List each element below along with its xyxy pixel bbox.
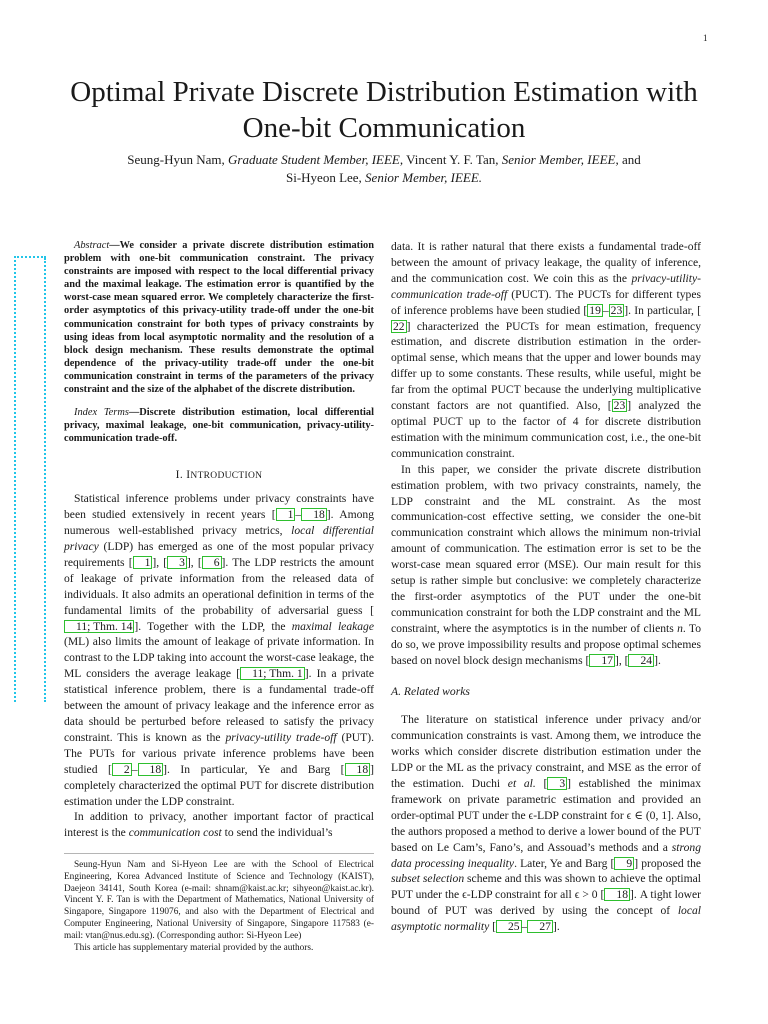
page-number: 1 xyxy=(703,33,708,43)
citation-link[interactable]: 3 xyxy=(547,777,567,790)
paper-title: Optimal Private Discrete Distribution Estimation with One-bit Communication xyxy=(70,76,698,144)
author-name: Seung-Hyun Nam, xyxy=(127,152,225,167)
citation-link[interactable]: 18 xyxy=(345,763,371,776)
author-role: Graduate Student Member, IEEE, xyxy=(228,152,404,167)
citation-link[interactable]: 1 xyxy=(133,556,153,569)
intro-paragraph-1: Statistical inference problems under privacy constraints have been studied extensively in recent years [ 1 – 18 ]. Among numerous well-established privacy metrics, local differential privacy (LDP) has emerged as one of the most popular privacy requirements [ 1 ], [ 3 ], [ 6 ]. The LDP restricts the amount of leakage of private information from the released data of individuals. It also admits an operational definition in terms of the fundamental limits of the probability of adversarial guess [11; Thm. 14 ]. Together with the LDP, the maximal leakage (ML) also limits the amount of leakage of private information. In contrast to the LDP taking into account the worst-case leakage, the ML considers the average leakage [ 11; Thm. 1 ]. In a private statistical inference problem, there is a fundamental trade-off between the amount of privacy leakage and the inference error as data should be perturbed before released to satisfy the privacy constraint. This is known as the privacy-utility trade-off (PUT). The PUTs for various private inference problems have been studied [ 2 – 18 ]. In particular, Ye and Barg [ 18 ] completely characterized the optimal PUT for discrete distribution estimation under the LDP constraint. xyxy=(64,492,375,808)
citation-link[interactable]: 6 xyxy=(202,556,222,569)
footnote xyxy=(64,853,374,954)
author-conjunction: and xyxy=(621,152,641,167)
author-name: Si-Hyeon Lee, xyxy=(285,170,362,185)
citation-link[interactable]: 23 xyxy=(613,399,626,413)
citation-link[interactable]: 27 xyxy=(527,920,553,933)
author-name: Vincent Y. F. Tan, xyxy=(406,152,499,167)
intro-paragraph-3: data. It is rather natural that there exists a fundamental trade-off between the amount of privacy leakage, the quality of inference, and the communication cost. We coin this as the privacy-utility-communication trade-off (PUCT). The PUCTs for different types of inference problems have been studied [ 19 – 23 ]. In particular, [22 ] characterized the PUCTs for mean estimation, frequency estimation, and discrete distribution estimation in the order-optimal sense, which means that the upper and lower bounds may differ up to some constants. These results, while useful, might be far from the optimal PUCT because the underlying multiplicative constant factors are not quantified. Also, [ 23 ] analyzed the optimal PUCT up to the factor of 4 for discrete distribution estimation with the minimum communication cost, i.e., the one-bit communication constraint. xyxy=(391,240,702,460)
index-terms-text: —Discrete distribution estimation, local differential privacy, maximal leakage, one-bit communication, privacy-utility-communication trade-off. xyxy=(64,407,374,445)
citation-link[interactable]: 11; Thm. 14 xyxy=(64,620,134,633)
supplementary-note: This article has supplementary material provided by the authors. xyxy=(74,942,314,953)
right-column xyxy=(391,239,701,935)
citation-link[interactable]: 23 xyxy=(610,303,623,317)
citation-link[interactable]: 2 xyxy=(112,763,132,776)
citation-link[interactable]: 1 xyxy=(276,508,296,521)
related-works-paragraph: The literature on statistical inference under privacy and/or communication constraints is vast. Among them, we introduce the works which consider discrete distribution estimation under the LDP or the ML as the privacy constraint, and MSE as the error of the estimation. Duchi et al. [ 3 ] established the minimax framework on private parametric estimation and provided an order-optimal PUT under the ϵ-LDP constraint for ϵ ∈ (0, 1]. Also, the authors proposed a method to derive a lower bound of the PUT based on Le Cam’s, Fano’s, and Assouad’s methods and a strong data processing inequality. Later, Ye and Barg [ 9 ] proposed the subset selection scheme and this was shown to achieve the optimal PUT under the ϵ-LDP constraint for all ϵ > 0 [ 18 ]. A tight lower bound of PUT was derived by using the concept of local asymptotic normality [ 25 – 27 ]. xyxy=(391,713,702,934)
abstract xyxy=(64,239,374,396)
intro-paragraph-4: In this paper, we consider the private discrete distribution estimation problem, with two privacy constraints, namely, the LDP constraint and the ML constraint. As the most communication-cost effective setting, we consider the one-bit communication constraint which allows the minimum non-trivial amount of communication. The estimation error is set to be the worst-case mean squared error (MSE). Our main result for this setup is rather simple but conclusive: we completely characterize the first-order asymptotics of the PUT under the one-bit communication constraint for both the LDP constraint and the ML constraint, where the asymptotics is in the number of clients n. To do so, we prove impossibility results and propose optimal schemes based on novel block design mechanisms [ 17 ], [ 24 ]. xyxy=(391,462,701,667)
citation-link[interactable]: 25 xyxy=(496,920,522,933)
citation-link[interactable]: 24 xyxy=(628,654,654,667)
citation-link[interactable]: 18 xyxy=(138,763,164,776)
abstract-label: Abstract xyxy=(74,240,110,251)
intro-paragraph-2: In addition to privacy, another important factor of practical interest is the communication cost to send the individual’s xyxy=(64,810,374,840)
citation-link[interactable]: 3 xyxy=(167,556,187,569)
author-list xyxy=(40,151,728,187)
author-role: Senior Member, IEEE. xyxy=(365,170,483,185)
author-role: Senior Member, IEEE, xyxy=(501,152,619,167)
margin-selection-marker xyxy=(14,256,46,702)
citation-link[interactable]: 18 xyxy=(604,888,630,901)
section-heading-introduction: I. INTRODUCTION xyxy=(175,468,263,482)
affiliation-footnote: Seung-Hyun Nam and Si-Hyeon Lee are with the School of Electrical Engineering, Korea Advanced Institute of Science and Technology (KAIST), Daejeon 34141, South Korea (e-mail: shnam@kaist.ac.kr; sihyeon@kaist.ac.kr). Vincent Y. F. Tan is with the Department of Mathematics, National University of Singapore, Singapore 119076, and also with the Department of Electrical and Computer Engineering, National University of Singapore, Singapore 117583 (e-mail: vtan@nus.edu.sg). (Corresponding author: Si-Hyeon Lee) xyxy=(64,860,374,941)
citation-link[interactable]: 22 xyxy=(393,319,405,333)
citation-link[interactable]: 11; Thm. 1 xyxy=(240,667,305,680)
citation-link[interactable]: 18 xyxy=(301,508,327,521)
citation-link[interactable]: 17 xyxy=(589,654,615,667)
left-column xyxy=(64,239,374,841)
abstract-text: —We consider a private discrete distribution estimation problem with one-bit communication constraint. The privacy constraints are imposed with respect to the local differential privacy and the maximal leakage. The estimation error is quantified by the worst-case mean squared error. We completely characterize the first-order asymptotics of this privacy-utility trade-off under the one-bit communication constraint for both types of privacy constraints by using ideas from local asymptotic normality and the resolution of a block design mechanism. These results demonstrate the optimal dependence of the privacy-utility trade-off under the one-bit communication constraint in terms of the parameters of the privacy constraint and the size of the alphabet of the discrete distribution. xyxy=(64,240,374,396)
index-terms-label: Index Terms xyxy=(74,407,129,419)
citation-link[interactable]: 9 xyxy=(614,857,634,870)
subsection-heading-related-works: A. Related works xyxy=(391,685,470,699)
index-terms xyxy=(64,406,374,445)
citation-link[interactable]: 19 xyxy=(589,303,601,317)
